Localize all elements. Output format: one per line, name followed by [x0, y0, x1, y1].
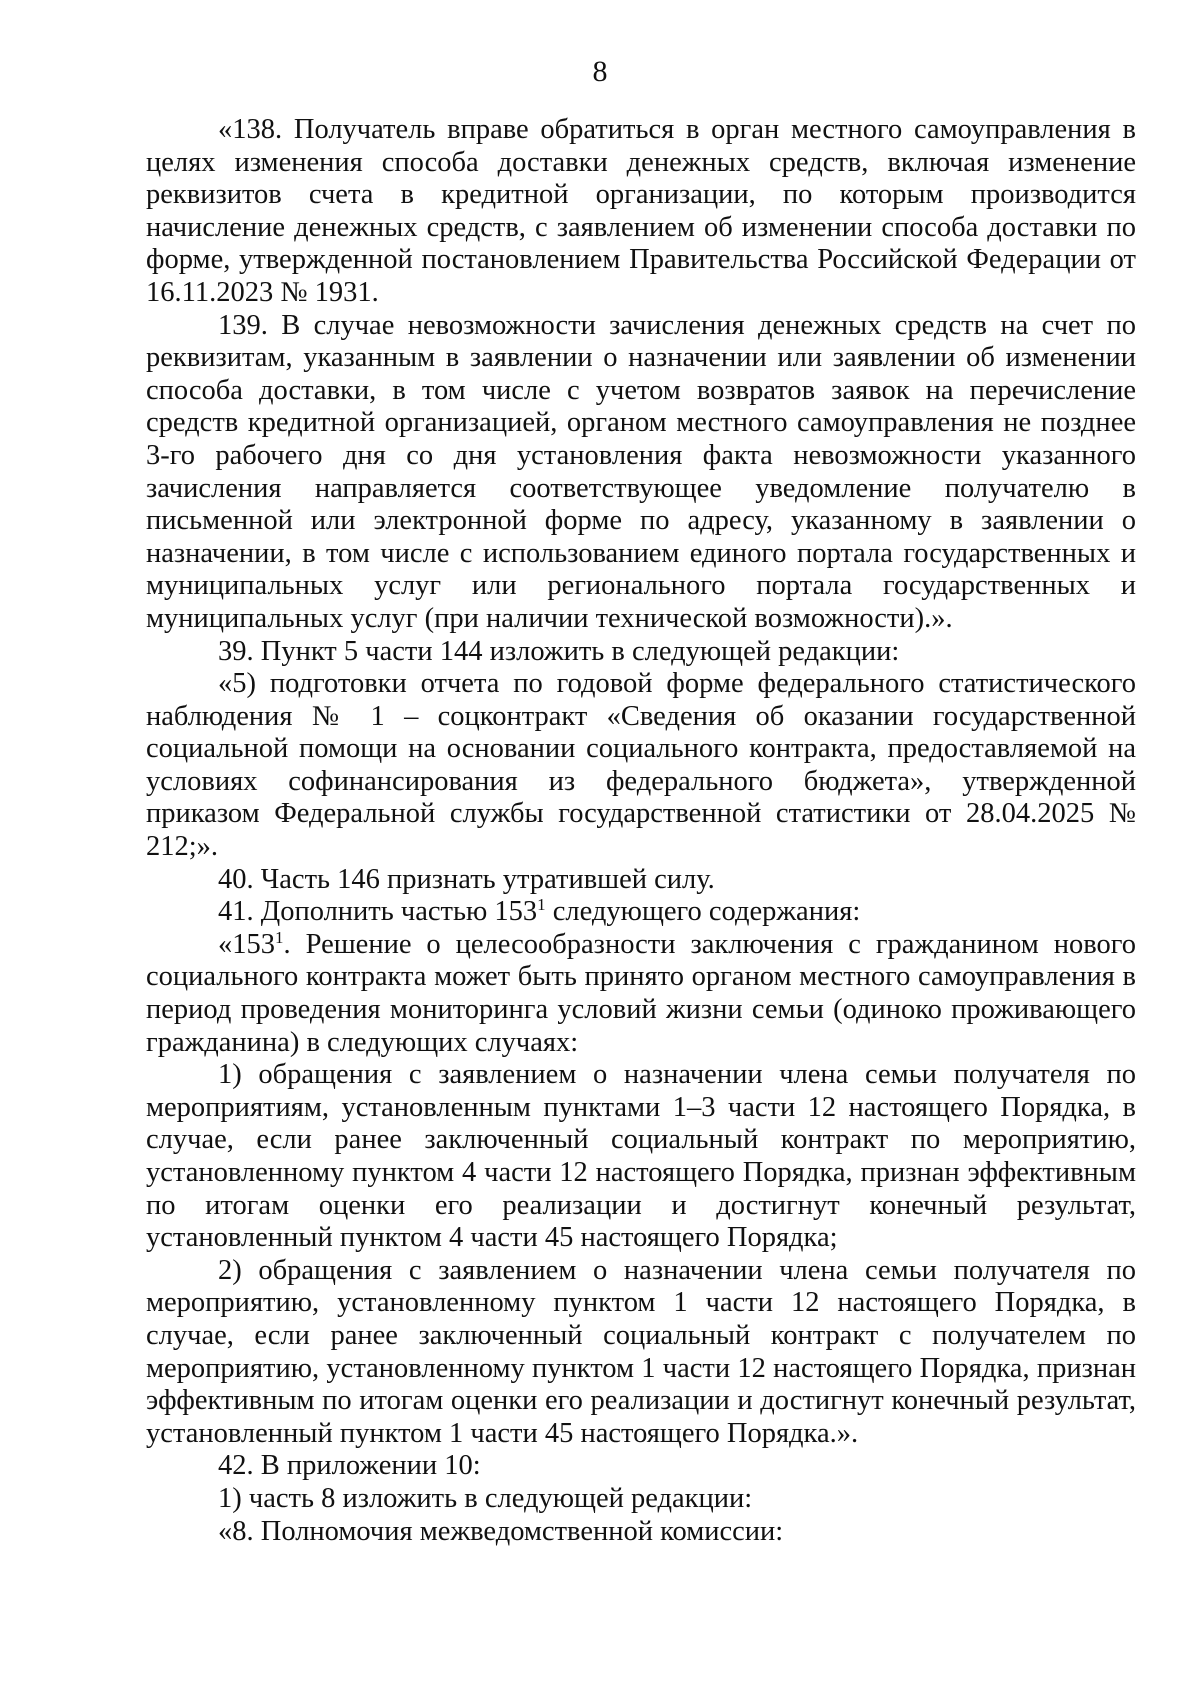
- superscript: 1: [275, 927, 284, 947]
- page-number: 8: [592, 55, 608, 88]
- paragraph-40: 40. Часть 146 признать утратившей силу.: [218, 863, 715, 895]
- paragraph-153-1: [146, 929, 1136, 1059]
- paragraph-case-1: 1) обращения с заявлением о назначении члена семьи получателя по мероприятиям, установленным пунктами 1–3 части 12 настоящего Порядка, в случае, если ранее заключенный социальный контракт по мероприятию, установленному пунктом 4 части 12 настоящего Порядка, признан эффективным по итогам оценки его реализации и достигнут конечный результат, установленный пунктом 4 части 45 настоящего Порядка;: [146, 1059, 1136, 1254]
- paragraph-42-1: 1) часть 8 изложить в следующей редакции:: [218, 1482, 753, 1514]
- paragraph-139: 139. В случае невозможности зачисления денежных средств на счет по реквизитам, указанным в заявлении о назначении или заявлении об изменении способа доставки, в том числе с учетом возвратов заявок на перечисление средств кредитной организацией, органом местного самоуправления не позднее 3-го рабочего дня со дня установления факта невозможности указанного зачисления направляется соответствующее уведомление получателю в письменной или электронной форме по адресу, указанному в заявлении о назначении, в том числе с использованием единого портала государственных и муниципальных услуг или регионального портала государственных и муниципальных услуг (при наличии технической возможности).».: [146, 309, 1136, 634]
- paragraph-144-5: «5) подготовки отчета по годовой форме федерального статистического наблюдения № 1 – соцконтракт «Сведения об оказании государственной социальной помощи на основании социального контракта, предоставляемой на условиях софинансирования из федерального бюджета», утвержденной приказом Федеральной службы государственной статистики от 28.04.2025 № 212;».: [146, 668, 1136, 863]
- document-body: [146, 114, 1136, 1548]
- paragraph-39: 39. Пункт 5 части 144 изложить в следующей редакции:: [218, 635, 900, 667]
- paragraph-41-text-end: следующего содержания:: [545, 896, 861, 928]
- superscript: 1: [537, 895, 546, 915]
- paragraph-case-2: 2) обращения с заявлением о назначении члена семьи получателя по мероприятию, установленному пунктом 1 части 12 настоящего Порядка, в случае, если ранее заключенный социальный контракт с получателем по мероприятию, установленному пунктом 1 части 12 настоящего Порядка, признан эффективным по итогам оценки его реализации и достигнут конечный результат, установленный пунктом 1 части 45 настоящего Порядка.».: [146, 1254, 1136, 1449]
- paragraph-153-1-text-end: . Решение о целесообразности заключения с гражданином нового социального контракта может быть принято органом местного самоуправления в период проведения мониторинга условий жизни семьи (одиноко проживающего гражданина) в следующих случаях:: [146, 928, 1136, 1058]
- paragraph-138: «138. Получатель вправе обратиться в орган местного самоуправления в целях изменения способа доставки денежных средств, включая изменение реквизитов счета в кредитной организации, по которым производится начисление денежных средств, с заявлением об изменении способа доставки по форме, утвержденной постановлением Правительства Российской Федерации от 16.11.2023 № 1931.: [146, 114, 1136, 308]
- paragraph-41: [146, 896, 1136, 929]
- paragraph-8: «8. Полномочия межведомственной комиссии:: [218, 1515, 784, 1547]
- paragraph-42: 42. В приложении 10:: [218, 1450, 481, 1482]
- paragraph-153-1-text: «153: [218, 928, 275, 960]
- paragraph-41-text: 41. Дополнить частью 153: [218, 896, 538, 928]
